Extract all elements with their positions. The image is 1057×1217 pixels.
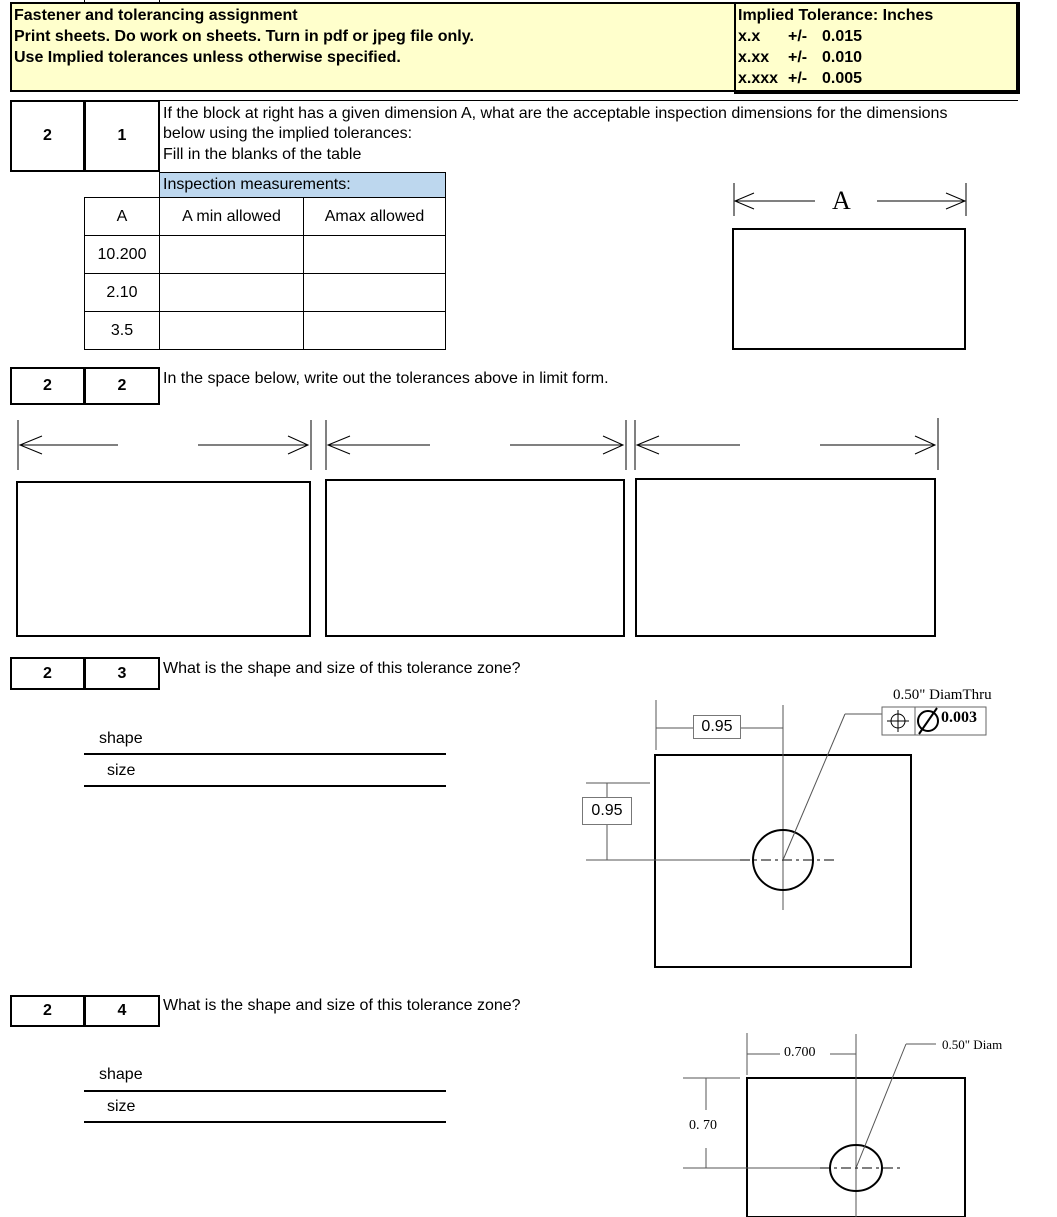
size-label: size: [107, 1098, 136, 1115]
table-caption-text: Inspection measurements:: [163, 176, 351, 193]
tolerance-title: Implied Tolerance: Inches: [738, 7, 934, 24]
q1-block-diagram: [733, 183, 966, 349]
question-number-cell: 3: [84, 657, 160, 690]
question-text: In the space below, write out the tolerances above in limit form.: [163, 370, 609, 387]
table-header-amin: A min allowed: [159, 197, 304, 236]
table-cell-a: 10.200: [84, 235, 160, 274]
question-text: What is the shape and size of this tolerance zone?: [163, 660, 521, 677]
question-text: Fill in the blanks of the table: [163, 146, 362, 163]
instructions-line: Use Implied tolerances unless otherwise specified.: [14, 49, 401, 66]
question-text: If the block at right has a given dimension A, what are the acceptable inspection dimensions for the dimensions: [163, 105, 948, 122]
shape-label: shape: [99, 1066, 143, 1083]
dim-y-value: 0. 70: [689, 1118, 717, 1133]
tolerance-value: 0.015: [822, 28, 863, 45]
hole-callout: 0.50" DiamThru: [893, 687, 992, 703]
fcf-tolerance: 0.003: [941, 709, 977, 726]
dimension-a-label: A: [832, 186, 851, 215]
dim-x-value: 0.95: [693, 715, 741, 739]
dim-x-value: 0.700: [784, 1045, 816, 1060]
q2-block-1: [17, 420, 311, 636]
assignment-title: Fastener and tolerancing assignment: [14, 7, 298, 24]
points-cell: 2: [10, 367, 85, 405]
tolerance-pm: +/-: [788, 70, 808, 87]
question-number-cell: 2: [84, 367, 160, 405]
tolerance-format: x.xxx: [738, 70, 779, 87]
question-number-cell: 1: [84, 100, 160, 172]
tolerance-pm: +/-: [788, 28, 808, 45]
table-header-a: A: [84, 197, 160, 236]
points-cell: 2: [10, 995, 85, 1027]
tolerance-format: x.x: [738, 28, 761, 45]
dim-y-value: 0.95: [582, 797, 632, 825]
shape-label: shape: [99, 730, 143, 747]
points-cell: 2: [10, 657, 85, 690]
tolerance-pm: +/-: [788, 49, 808, 66]
q2-block-3: [635, 418, 938, 636]
question-text: below using the implied tolerances:: [163, 125, 413, 142]
question-text: What is the shape and size of this tolerance zone?: [163, 997, 521, 1014]
question-number-cell: 4: [84, 995, 160, 1027]
tolerance-format: x.xx: [738, 49, 770, 66]
hole-callout: 0.50" Diam: [942, 1037, 1003, 1052]
size-label: size: [107, 762, 136, 779]
table-cell-a: 3.5: [84, 311, 160, 350]
table-cell-a: 2.10: [84, 273, 160, 312]
tolerance-value: 0.010: [822, 49, 863, 66]
table-header-amax: Amax allowed: [303, 197, 446, 236]
q2-block-2: [326, 420, 626, 636]
points-cell: 2: [10, 100, 85, 172]
instructions-line: Print sheets. Do work on sheets. Turn in pdf or jpeg file only.: [14, 28, 474, 45]
tolerance-value: 0.005: [822, 70, 863, 87]
q3-part-drawing: [586, 700, 986, 967]
q4-part-drawing: [683, 1033, 965, 1217]
